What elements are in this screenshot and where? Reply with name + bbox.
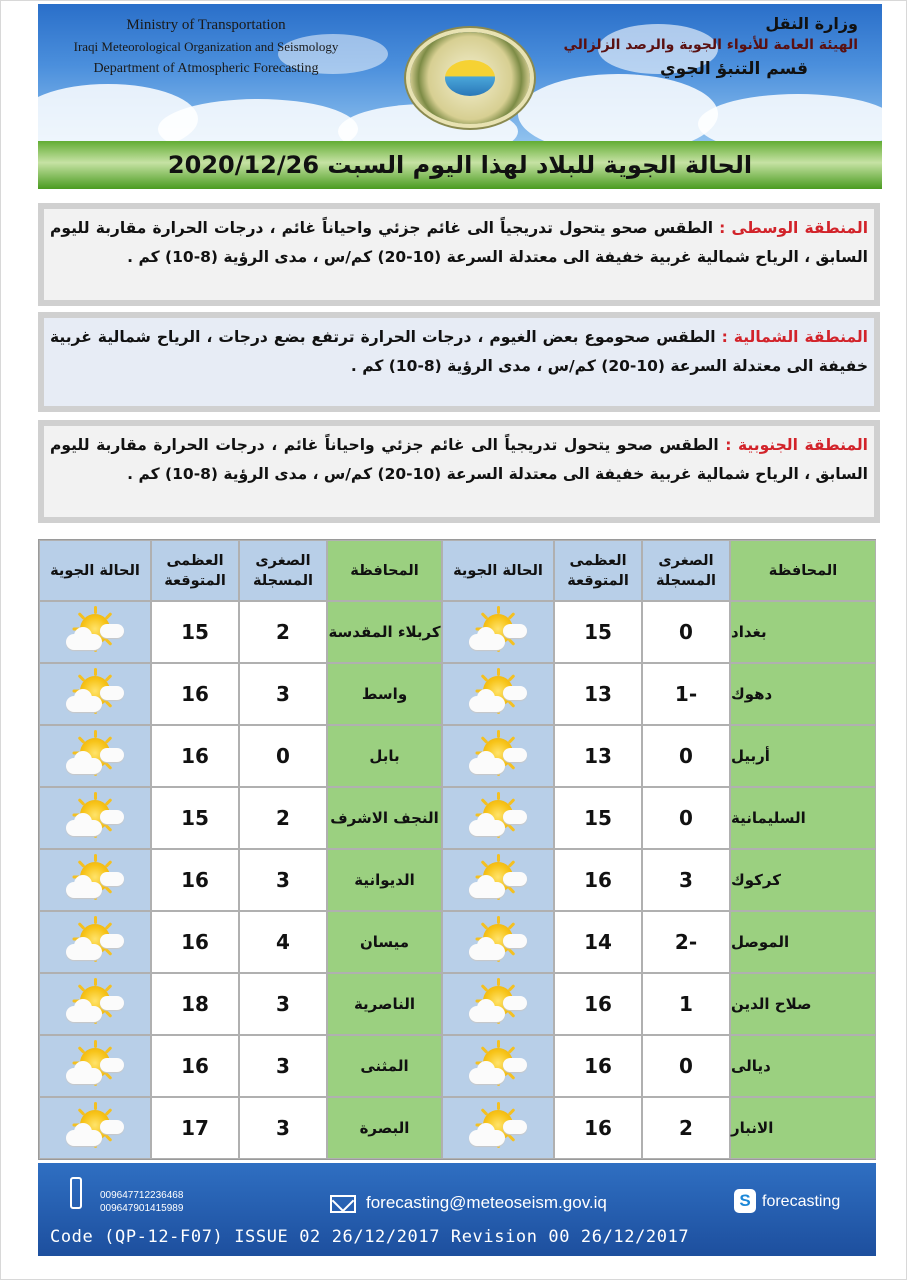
column-header-weather: الحالة الجوية (442, 540, 554, 601)
weather-cell (39, 663, 151, 725)
document-code-line: Code (QP-12-F07) ISSUE 02 26/12/2017 Revision 00 26/12/2017 (50, 1227, 690, 1247)
arabic-org-names (558, 14, 858, 82)
email-address[interactable]: forecasting@meteoseism.gov.iq (366, 1193, 607, 1212)
weather-cell (442, 663, 554, 725)
ministry-name-en: Ministry of Transportation (126, 17, 286, 33)
phone-number: 009647901415989 (100, 1203, 184, 1214)
dept-name-en: Department of Atmospheric Forecasting (93, 61, 319, 76)
min-temp: 3 (239, 849, 327, 911)
max-temp: 16 (151, 663, 239, 725)
skype-handle[interactable]: forecasting (762, 1193, 841, 1210)
region-central (38, 203, 880, 306)
report-title-bar (38, 141, 882, 189)
province-name: النجف الاشرف (327, 787, 442, 849)
province-name: ديالى (730, 1035, 876, 1097)
sun-behind-cloud-icon (64, 798, 126, 838)
region-label: المنطقة الجنوبية : (725, 436, 868, 454)
sun-behind-cloud-icon (467, 922, 529, 962)
sun-behind-cloud-icon (467, 612, 529, 652)
column-header-province: المحافظة (327, 540, 442, 601)
org-name-en: Iraqi Meteorological Organization and Seismology (73, 39, 339, 54)
sun-behind-cloud-icon (64, 612, 126, 652)
province-name: كركوك (730, 849, 876, 911)
column-header-weather: الحالة الجوية (39, 540, 151, 601)
sun-behind-cloud-icon (467, 860, 529, 900)
min-temp: 0 (239, 725, 327, 787)
max-temp: 13 (554, 663, 642, 725)
province-name: البصرة (327, 1097, 442, 1159)
footer-bar (38, 1163, 876, 1256)
sun-behind-cloud-icon (467, 1046, 529, 1086)
weather-cell (442, 911, 554, 973)
weather-cell (39, 849, 151, 911)
region-text: الطقس صحو يتحول تدريجياً الى غائم جزئي واحياناً غائم ، درجات الحرارة مقاربة لليوم السابق ، الرياح شمالية غربية خفيفة الى معتدلة السرعة (10-20) كم/س ، مدى الرؤية (8-10) كم . (50, 219, 868, 266)
weather-cell (39, 725, 151, 787)
weather-cell (39, 1035, 151, 1097)
sun-behind-cloud-icon (64, 1046, 126, 1086)
weather-cell (39, 973, 151, 1035)
min-temp: -2 (642, 911, 730, 973)
report-title: الحالة الجوية للبلاد لهذا اليوم السبت 2020/12/26 (167, 151, 753, 179)
max-temp: 14 (554, 911, 642, 973)
column-header-max: العظمى المتوقعة (151, 540, 239, 601)
phone-number: 009647712236468 (100, 1190, 184, 1201)
max-temp: 16 (554, 1035, 642, 1097)
weather-cell (442, 725, 554, 787)
forecast-table (38, 539, 876, 1160)
weather-cell (442, 849, 554, 911)
region-north (38, 312, 880, 412)
weather-cell (39, 601, 151, 663)
min-temp: 0 (642, 1035, 730, 1097)
organization-logo (410, 32, 530, 124)
max-temp: 15 (554, 601, 642, 663)
org-name-ar: الهيئة العامة للأنواء الجوية والرصد الزلزالي (563, 37, 858, 53)
max-temp: 16 (554, 1097, 642, 1159)
column-header-min: الصغرى المسجلة (239, 540, 327, 601)
sun-behind-cloud-icon (64, 674, 126, 714)
email-icon (330, 1195, 356, 1213)
min-temp: 3 (642, 849, 730, 911)
province-name: الناصرية (327, 973, 442, 1035)
min-temp: 3 (239, 973, 327, 1035)
weather-cell (442, 1097, 554, 1159)
sun-behind-cloud-icon (64, 1108, 126, 1148)
min-temp: 1 (642, 973, 730, 1035)
province-name: أربيل (730, 725, 876, 787)
weather-cell (442, 601, 554, 663)
sun-behind-cloud-icon (467, 674, 529, 714)
weather-cell (442, 787, 554, 849)
max-temp: 15 (554, 787, 642, 849)
weather-cell (39, 787, 151, 849)
region-label: المنطقة الشمالية : (721, 328, 868, 346)
province-name: الديوانية (327, 849, 442, 911)
weather-cell (442, 973, 554, 1035)
column-header-min: الصغرى المسجلة (642, 540, 730, 601)
max-temp: 18 (151, 973, 239, 1035)
max-temp: 13 (554, 725, 642, 787)
sun-behind-cloud-icon (64, 736, 126, 776)
sun-behind-cloud-icon (467, 798, 529, 838)
column-header-province: المحافظة (730, 540, 876, 601)
province-name: كربلاء المقدسة (327, 601, 442, 663)
sun-behind-cloud-icon (467, 736, 529, 776)
sun-behind-cloud-icon (467, 984, 529, 1024)
min-temp: 0 (642, 725, 730, 787)
column-header-max: العظمى المتوقعة (554, 540, 642, 601)
region-south (38, 420, 880, 523)
phone-numbers (100, 1189, 183, 1215)
max-temp: 15 (151, 787, 239, 849)
province-name: دهوك (730, 663, 876, 725)
province-name: المثنى (327, 1035, 442, 1097)
min-temp: 0 (642, 601, 730, 663)
sun-behind-cloud-icon (64, 922, 126, 962)
province-name: بابل (327, 725, 442, 787)
region-text: الطقس صحوموع بعض الغيوم ، درجات الحرارة ترتفع بضع درجات ، الرياح شمالية غربية خفيفة الى معتدلة السرعة (10-20) كم/س ، مدى الرؤية (8-10) كم . (50, 328, 868, 375)
sun-behind-cloud-icon (64, 984, 126, 1024)
max-temp: 16 (151, 725, 239, 787)
min-temp: -1 (642, 663, 730, 725)
sun-behind-cloud-icon (467, 1108, 529, 1148)
sun-behind-cloud-icon (64, 860, 126, 900)
province-name: الانبار (730, 1097, 876, 1159)
ministry-name-ar: وزارة النقل (765, 14, 858, 33)
min-temp: 0 (642, 787, 730, 849)
dept-name-ar: قسم التنبؤ الجوي (660, 59, 808, 79)
min-temp: 2 (239, 787, 327, 849)
min-temp: 2 (642, 1097, 730, 1159)
max-temp: 16 (554, 973, 642, 1035)
max-temp: 16 (151, 911, 239, 973)
province-name: بغداد (730, 601, 876, 663)
max-temp: 15 (151, 601, 239, 663)
min-temp: 3 (239, 1035, 327, 1097)
letterhead (38, 4, 882, 141)
weather-cell (39, 911, 151, 973)
weather-cell (442, 1035, 554, 1097)
english-org-names (56, 14, 356, 80)
weather-cell (39, 1097, 151, 1159)
min-temp: 4 (239, 911, 327, 973)
min-temp: 3 (239, 663, 327, 725)
min-temp: 2 (239, 601, 327, 663)
phone-icon (70, 1177, 82, 1209)
region-label: المنطقة الوسطى : (719, 219, 869, 237)
skype-icon: S (734, 1189, 756, 1213)
region-text: الطقس صحو يتحول تدريجياً الى غائم جزئي واحياناً غائم ، درجات الحرارة مقاربة لليوم السابق ، الرياح شمالية غربية خفيفة الى معتدلة السرعة (10-20) كم/س ، مدى الرؤية (8-10) كم . (50, 436, 868, 483)
min-temp: 3 (239, 1097, 327, 1159)
province-name: الموصل (730, 911, 876, 973)
max-temp: 17 (151, 1097, 239, 1159)
province-name: صلاح الدين (730, 973, 876, 1035)
max-temp: 16 (554, 849, 642, 911)
max-temp: 16 (151, 1035, 239, 1097)
province-name: ميسان (327, 911, 442, 973)
province-name: السليمانية (730, 787, 876, 849)
province-name: واسط (327, 663, 442, 725)
max-temp: 16 (151, 849, 239, 911)
